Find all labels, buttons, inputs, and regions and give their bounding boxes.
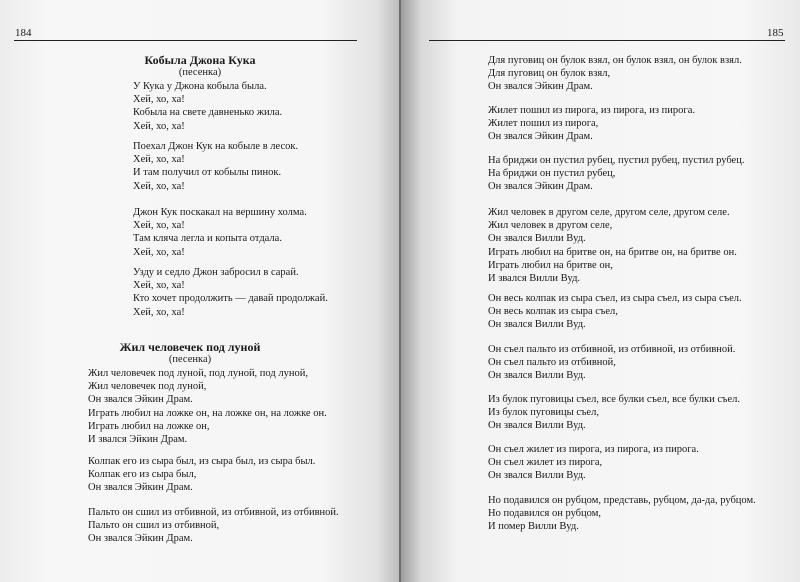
verse-line: Играть любил на ложке он, на ложке он, на ложке он. [88,407,327,419]
verse-line: Он съел жилет из пирога, из пирога, из пирога. [488,444,699,455]
verse-line: Хей, хо, ха! [133,306,185,318]
verse-line: Для пуговиц он булок взял, [488,68,611,80]
stanza [88,455,315,495]
stanza [488,393,740,433]
verse-line: Жилет пошил из пирога, из пирога, из пирога. [488,105,695,116]
verse-line: Из булок пуговицы съел, [488,407,599,419]
stanza [133,206,307,259]
verse-line: И там получил от кобылы пинок. [133,167,282,179]
verse-line: Он звался Вилли Вуд. [488,470,586,482]
right-page [401,0,800,582]
verse-line: Он съел пальто из отбивной, из отбивной, из отбивной. [488,344,736,355]
verse-line: И звался Эйкин Драм. [88,433,188,445]
verse-line: Пальто он сшил из отбивной, из отбивной, из отбивной. [88,507,339,518]
verse-line: Хей, хо, ха! [133,280,185,292]
verse-line: Он весь колпак из сыра съел, [488,306,618,318]
verse-line: Из булок пуговицы съел, все булки съел, все булки съел. [488,394,741,405]
verse-line: Он съел пальто из отбивной, [488,357,616,369]
verse-line: Хей, хо, ха! [133,154,185,166]
verse-line: Жил человечек под луной, под луной, под луной, [88,368,308,379]
verse-line: Поехал Джон Кук на кобыле в лесок. [133,141,299,152]
stanza [88,506,339,546]
page-number: 185 [767,27,784,39]
verse-line: Кто хочет продолжить — давай продолжай. [133,293,328,305]
verse-line: Он звался Вилли Вуд. [488,420,586,432]
verse-line: Он звался Эйкин Драм. [488,81,593,93]
header-rule [14,40,357,41]
verse-line: Хей, хо, ха! [133,120,185,132]
verse-line: Он съел жилет из пирога, [488,457,603,469]
verse-line: Хей, хо, ха! [133,94,185,106]
verse-line: Жил человечек под луной, [88,381,207,393]
stanza [133,266,328,319]
verse-line: Играть любил на бритве он, на бритве он, на бритве он. [488,246,737,258]
verse-line: Хей, хо, ха! [133,246,185,258]
stanza [488,443,699,483]
verse-line: Колпак его из сыра был, [88,469,197,481]
verse-line: Жилет пошил из пирога, [488,118,599,130]
stanza [488,206,737,285]
stanza [133,80,282,133]
stanza [488,343,735,383]
poem-title: Жил человечек под луной [119,340,261,354]
stanza [88,367,327,446]
verse-line: У Кука у Джона кобыла была. [133,81,267,92]
verse-line: Для пуговиц он булок взял, он булок взял, он булок взял. [488,55,742,66]
verse-line: На бриджи он пустил рубец, пустил рубец, пустил рубец. [488,155,745,166]
verse-line: Играть любил на бритве он, [488,259,613,271]
verse-line: Хей, хо, ха! [133,180,185,192]
verse-line: Но подавился он рубцом, представь, рубцом, да-да, рубцом. [488,495,756,506]
poem-subtitle: (песенка) [178,67,222,78]
verse-line: Играть любил на ложке он, [88,420,210,432]
verse-line: Узду и седло Джон забросил в сарай. [133,267,299,278]
verse-line: Он звался Эйкин Драм. [88,394,193,406]
page-number: 184 [15,27,32,39]
header-rule [429,40,785,41]
verse-line: Но подавился он рубцом, [488,508,601,520]
stanza [488,104,695,144]
verse-line: Он звался Вилли Вуд. [488,319,586,331]
verse-line: На бриджи он пустил рубец, [488,168,616,180]
verse-line: И помер Вилли Вуд. [488,521,579,533]
verse-line: Колпак его из сыра был, из сыра был, из сыра был. [88,456,316,467]
verse-line: Он звался Вилли Вуд. [488,233,586,245]
verse-line: Он звался Вилли Вуд. [488,370,586,382]
verse-line: Хей, хо, ха! [133,220,185,232]
stanza [488,154,744,194]
verse-line: Он звался Эйкин Драм. [88,533,193,545]
verse-line: Там кляча легла и копыта отдала. [133,233,282,245]
verse-line: Джон Кук поскакал на вершину холма. [133,207,307,218]
verse-line: Он звался Эйкин Драм. [88,482,193,494]
stanza [488,54,742,94]
poem-title: Кобыла Джона Кука [144,53,256,67]
verse-line: Он звался Эйкин Драм. [488,131,593,143]
stanza [488,494,756,534]
verse-line: Жил человек в другом селе, [488,220,613,232]
verse-line: Пальто он сшил из отбивной, [88,520,220,532]
verse-line: Жил человек в другом селе, другом селе, другом селе. [488,207,730,218]
verse-line: Он звался Эйкин Драм. [488,181,593,193]
stanza [133,140,298,193]
poem-subtitle: (песенка) [168,354,212,365]
verse-line: Кобыла на свете давненько жила. [133,107,283,119]
stanza [488,292,742,332]
verse-line: И звался Вилли Вуд. [488,272,581,284]
verse-line: Он весь колпак из сыра съел, из сыра съел, из сыра съел. [488,293,742,304]
